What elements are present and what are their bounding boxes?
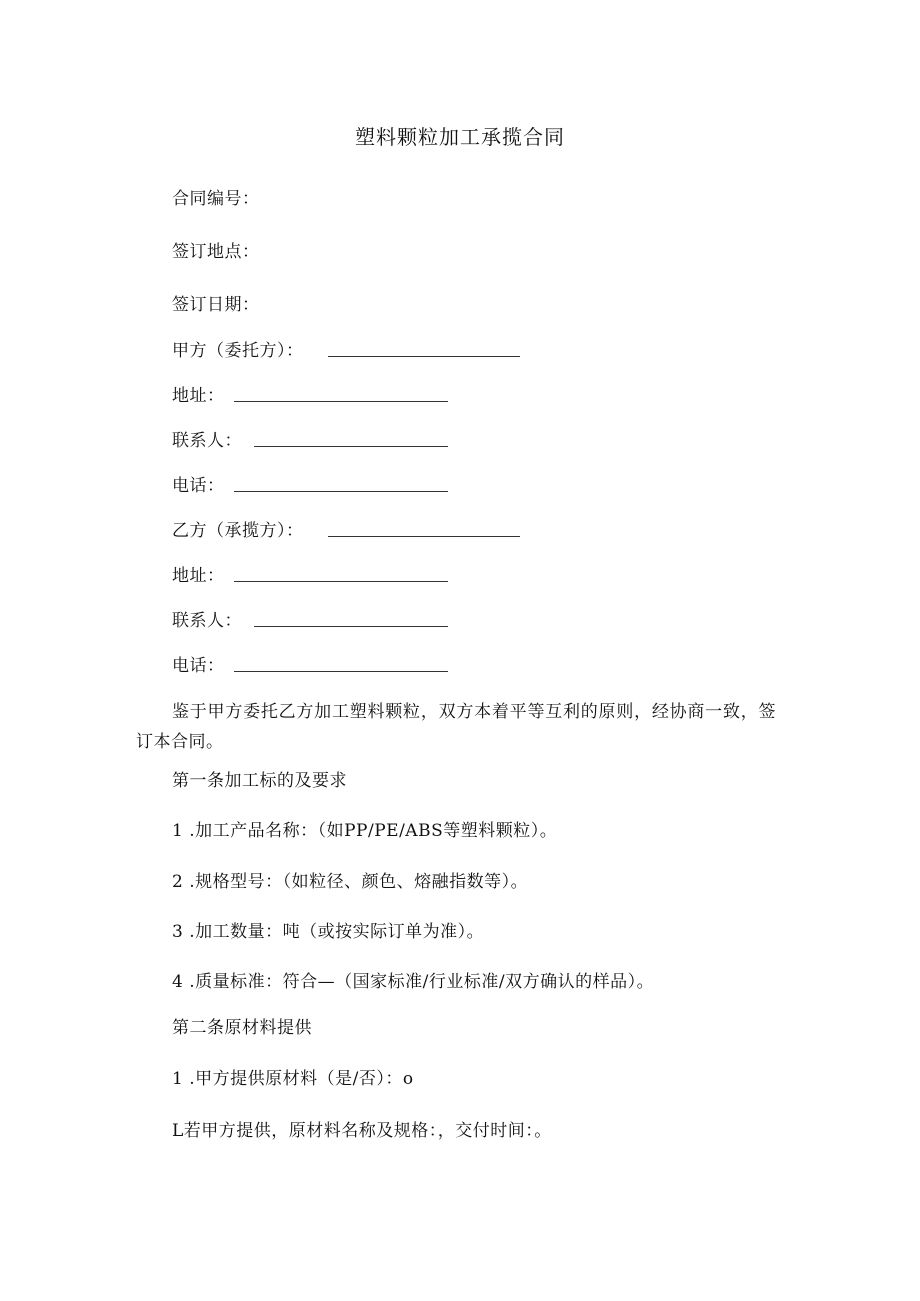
party-b-phone-label: 电话： bbox=[172, 656, 225, 676]
contract-number-label: 合同编号： bbox=[172, 189, 260, 209]
party-a-contact-label: 联系人： bbox=[172, 431, 242, 451]
party-b-address-label: 地址： bbox=[172, 566, 225, 586]
party-b-address-blank-line bbox=[234, 581, 448, 582]
article-1-item: 1 .加工产品名称：（如PP/PE/ABS等塑料颗粒）。 bbox=[172, 821, 558, 841]
sign-place-label: 签订地点： bbox=[172, 242, 260, 262]
party-b-label: 乙方（承揽方）： bbox=[172, 521, 304, 541]
article-1-item: 2 .规格型号：（如粒径、颜色、熔融指数等）。 bbox=[172, 872, 529, 892]
party-b-blank-line bbox=[328, 536, 520, 537]
article-2-item: L若甲方提供，原材料名称及规格：，交付时间：。 bbox=[172, 1121, 552, 1141]
sign-date-label: 签订日期： bbox=[172, 295, 260, 315]
article-2-item: 1 .甲方提供原材料（是/否）：o bbox=[172, 1069, 414, 1089]
party-a-contact-blank-line bbox=[254, 446, 448, 447]
party-a-label: 甲方（委托方）： bbox=[172, 341, 304, 361]
party-b-contact-label: 联系人： bbox=[172, 611, 242, 631]
party-a-blank-line bbox=[328, 356, 520, 357]
party-a-phone-label: 电话： bbox=[172, 476, 225, 496]
party-b-contact-blank-line bbox=[254, 626, 448, 627]
party-a-address-label: 地址： bbox=[172, 386, 225, 406]
party-b-phone-blank-line bbox=[234, 671, 448, 672]
article-2-heading: 第二条原材料提供 bbox=[172, 1018, 312, 1038]
preamble-paragraph: 鉴于甲方委托乙方加工塑料颗粒，双方本着平等互利的原则，经协商一致，签订本合同。 bbox=[136, 702, 776, 752]
party-a-phone-blank-line bbox=[234, 491, 448, 492]
article-1-item: 3 .加工数量：吨（或按实际订单为准）。 bbox=[172, 922, 485, 942]
article-1-item: 4 .质量标准：符合—（国家标准/行业标准/双方确认的样品）。 bbox=[172, 972, 655, 992]
document-title: 塑料颗粒加工承揽合同 bbox=[355, 125, 565, 149]
party-a-address-blank-line bbox=[234, 401, 448, 402]
article-1-heading: 第一条加工标的及要求 bbox=[172, 771, 347, 791]
